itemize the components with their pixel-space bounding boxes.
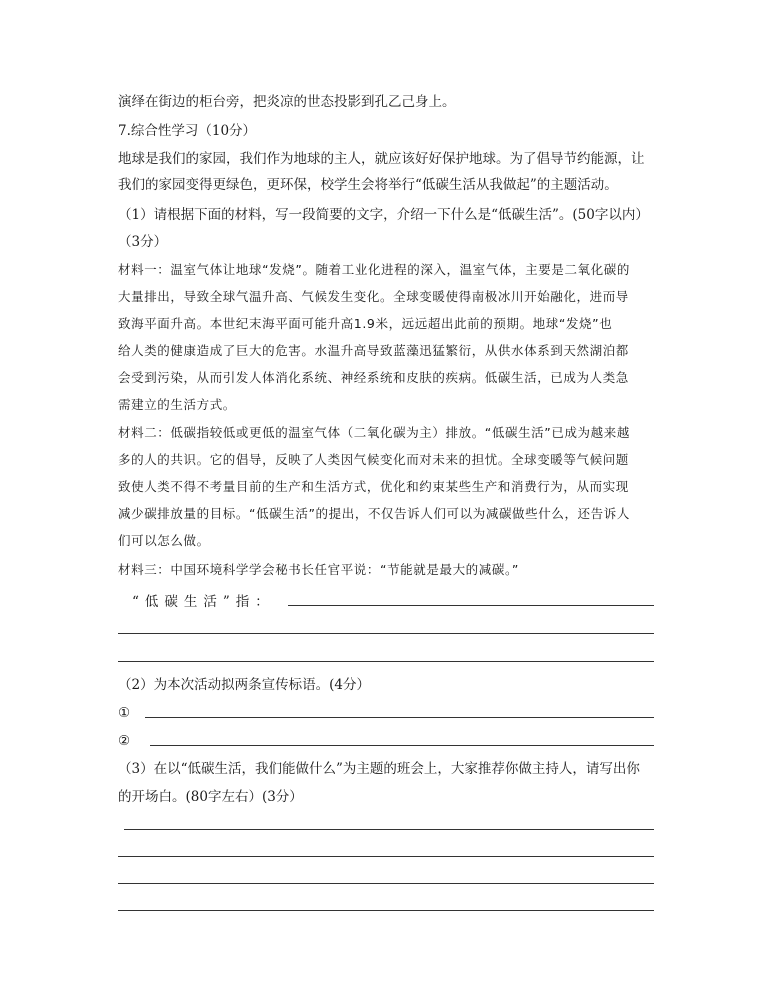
- material-1-line-4: 给人类的健康造成了巨大的危害。水温升高导致蓝藻迅猛繁衍，从供水体系到天然湖泊都: [118, 343, 629, 358]
- material-1-line-6: 需建立的生活方式。: [118, 397, 236, 412]
- section-title: 7.综合性学习（10分）: [118, 123, 257, 139]
- answer-label: “低碳生活”指：: [132, 594, 275, 610]
- material-1-line-2: 大量排出，导致全球气温升高、气候发生变化。全球变暖使得南极冰川开始融化，进而导: [118, 289, 629, 304]
- answer-line-2[interactable]: [118, 633, 654, 634]
- intro-line-1: 地球是我们的家园，我们作为地球的主人，就应该好好保护地球。为了倡导节约能源，让: [118, 151, 645, 167]
- opening-line-4[interactable]: [118, 910, 654, 911]
- question-3-line-1: （3）在以“低碳生活，我们能做什么”为主题的班会上，大家推荐你做主持人，请写出你: [118, 761, 640, 777]
- material-1-line-3: 致海平面升高。本世纪末海平面可能升高1.9米，远远超出此前的预期。地球“发烧”也: [118, 316, 613, 331]
- continuation-text: 演绎在街边的柜台旁，把炎凉的世态投影到孔乙己身上。: [118, 94, 456, 110]
- answer-line-3[interactable]: [118, 661, 654, 662]
- material-1-line-5: 会受到污染，从而引发人体消化系统、神经系统和皮肤的疾病。低碳生活，已成为人类急: [118, 370, 629, 385]
- material-1-line-1: 材料一：温室气体让地球“发烧”。随着工业化进程的深入，温室气体，主要是二氧化碳的: [118, 262, 630, 277]
- question-1-line-1: （1）请根据下面的材料，写一段简要的文字，介绍一下什么是“低碳生活”。(50字以内）: [118, 207, 649, 223]
- material-2-line-4: 减少碳排放量的目标。“低碳生活”的提出，不仅告诉人们可以为减碳做些什么，还告诉人: [118, 506, 630, 521]
- opening-line-3[interactable]: [118, 883, 654, 884]
- slogan-line-1[interactable]: [145, 717, 654, 718]
- material-3-line: 材料三：中国环境科学学会秘书长任官平说：“节能就是最大的减碳。”: [118, 562, 519, 577]
- slogan-marker-2: ②: [118, 733, 131, 749]
- material-2-line-3: 致使人类不得不考量目前的生产和生活方式，优化和约束某些生产和消费行为，从而实现: [118, 479, 629, 494]
- slogan-line-2[interactable]: [150, 745, 654, 746]
- material-2-line-1: 材料二：低碳指较低或更低的温室气体（二氧化碳为主）排放。“低碳生活”已成为越来越: [118, 425, 630, 440]
- question-3-line-2: 的开场白。(80字左右）(3分）: [118, 789, 303, 805]
- opening-line-1[interactable]: [124, 829, 654, 830]
- question-2: （2）为本次活动拟两条宣传标语。(4分）: [118, 677, 370, 693]
- material-2-line-2: 多的人的共识。它的倡导，反映了人类因气候变化而对未来的担忧。全球变暖等气候问题: [118, 452, 629, 467]
- opening-line-2[interactable]: [118, 856, 654, 857]
- slogan-marker-1: ①: [118, 705, 131, 721]
- intro-line-2: 我们的家园变得更绿色，更环保，校学生会将举行“低碳生活从我做起”的主题活动。: [118, 177, 618, 193]
- answer-line-1[interactable]: [288, 605, 654, 606]
- question-1-line-2: （3分）: [118, 234, 168, 250]
- material-2-line-5: 们可以怎么做。: [118, 533, 210, 548]
